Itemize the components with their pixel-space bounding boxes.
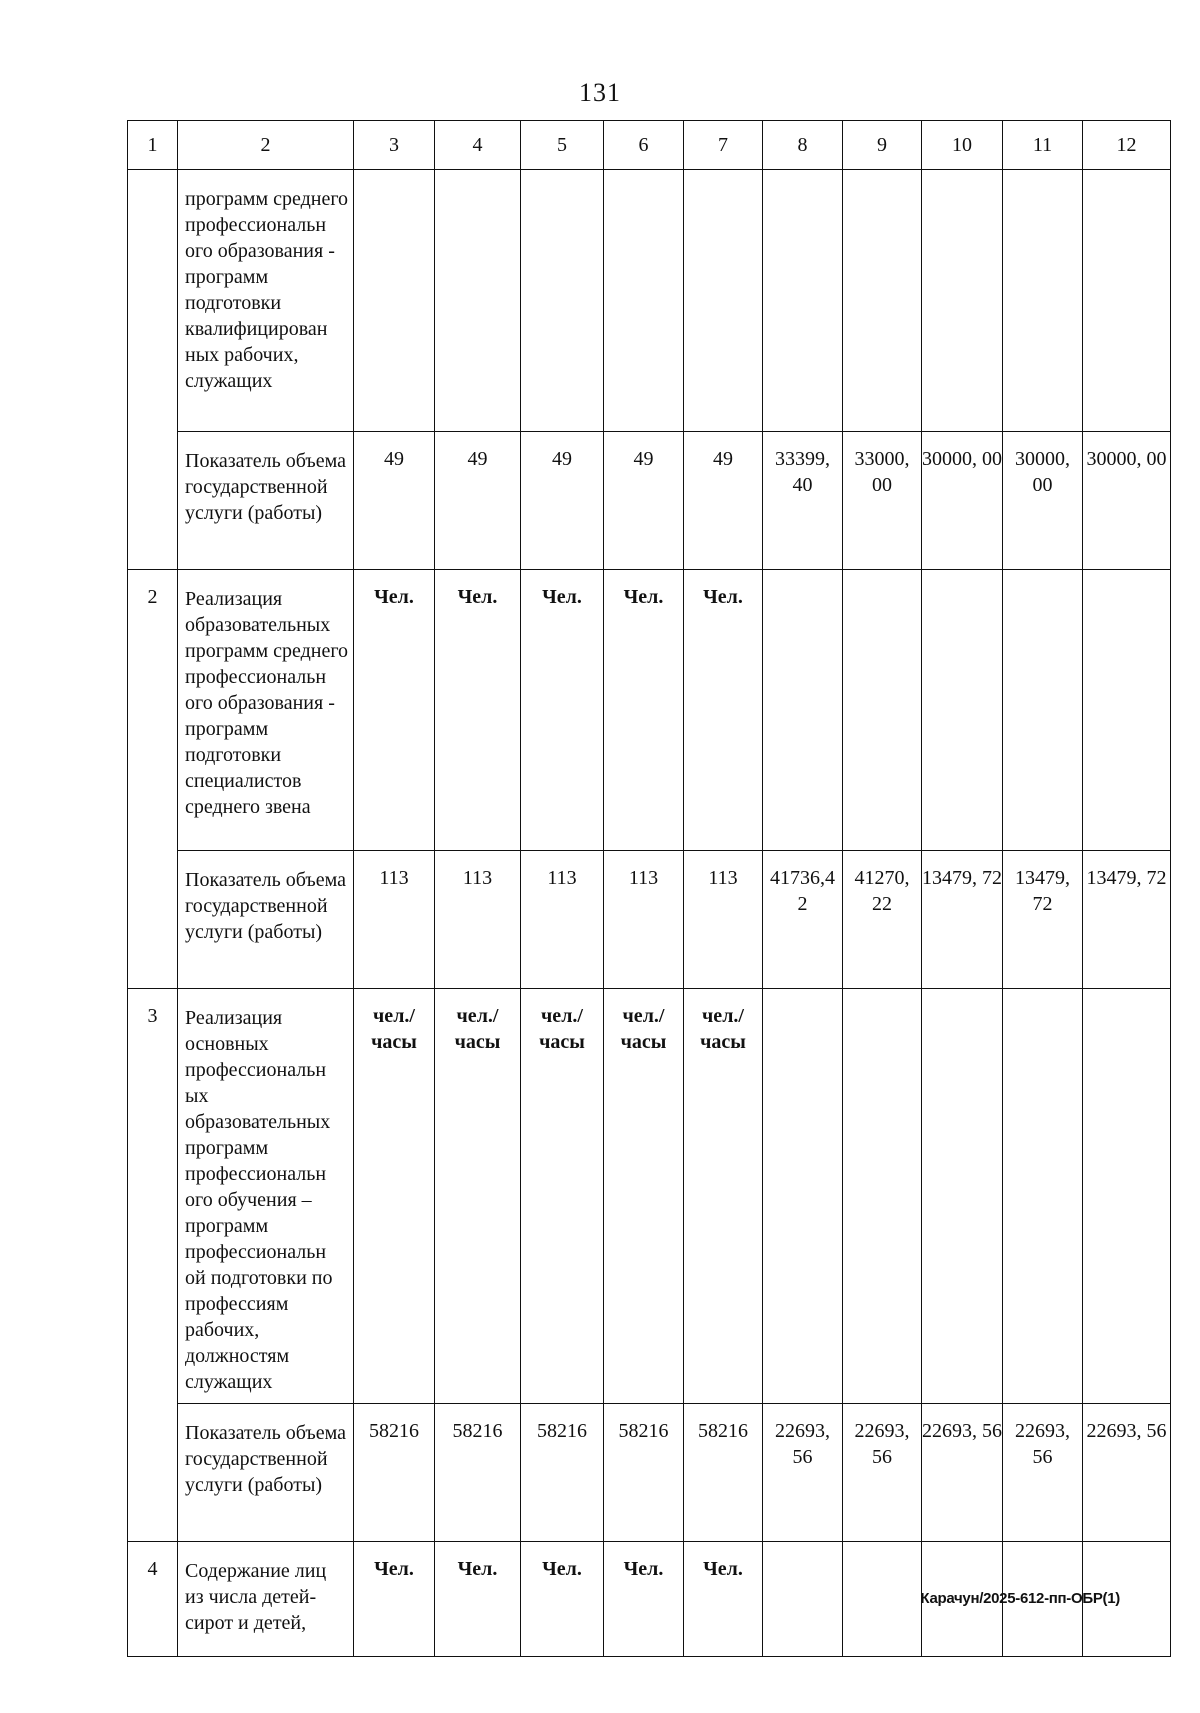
value-cell: 30000, 00 (922, 432, 1003, 570)
header-cell: 11 (1003, 121, 1083, 170)
indicator-table (127, 120, 1171, 1657)
value-cell (843, 989, 922, 1404)
value-cell: чел./ часы (354, 989, 435, 1404)
value-cell (1003, 170, 1083, 432)
value-cell: Чел. (604, 570, 684, 851)
value-cell (1083, 570, 1171, 851)
value-cell: 49 (684, 432, 763, 570)
value-cell: Чел. (354, 570, 435, 851)
document-footer-code: Карачун/2025-612-пп-ОБР(1) (920, 1590, 1120, 1607)
value-cell (763, 170, 843, 432)
value-cell: 22693, 56 (922, 1404, 1003, 1542)
value-cell: 49 (435, 432, 521, 570)
value-cell (684, 170, 763, 432)
value-cell: Чел. (521, 570, 604, 851)
value-cell (763, 989, 843, 1404)
value-cell (1003, 570, 1083, 851)
value-cell: Чел. (604, 1542, 684, 1657)
value-cell: чел./ часы (604, 989, 684, 1404)
header-cell: 3 (354, 121, 435, 170)
value-cell: 58216 (604, 1404, 684, 1542)
value-cell (922, 989, 1003, 1404)
value-cell: 13479, 72 (922, 851, 1003, 989)
value-cell: 49 (354, 432, 435, 570)
value-cell: 58216 (354, 1404, 435, 1542)
value-cell: 33000, 00 (843, 432, 922, 570)
header-cell: 8 (763, 121, 843, 170)
table-row (128, 570, 1171, 851)
header-cell: 12 (1083, 121, 1171, 170)
service-name-cell: Реализация основных профессиональн ых образовательных программ профессиональн ого обучения – программ профессиональн ой подготовки по профессиям рабочих, должностям служащих (178, 989, 354, 1404)
row-number-cell: 2 (128, 570, 178, 989)
value-cell: Чел. (435, 570, 521, 851)
header-cell: 7 (684, 121, 763, 170)
table-header-row (128, 121, 1171, 170)
value-cell (763, 1542, 843, 1657)
row-number-cell: 4 (128, 1542, 178, 1657)
value-cell (1083, 989, 1171, 1404)
header-cell: 5 (521, 121, 604, 170)
value-cell (1003, 989, 1083, 1404)
service-name-cell: Показатель объема государственной услуги (работы) (178, 432, 354, 570)
table-row (128, 989, 1171, 1404)
service-name-cell: Содержание лиц из числа детей-сирот и детей, (178, 1542, 354, 1657)
value-cell: 22693, 56 (763, 1404, 843, 1542)
service-name-cell: Реализация образовательных программ среднего профессиональн ого образования - программ подготовки специалистов среднего звена (178, 570, 354, 851)
service-name-cell: Показатель объема государственной услуги (работы) (178, 851, 354, 989)
header-cell: 9 (843, 121, 922, 170)
value-cell (435, 170, 521, 432)
value-cell (922, 570, 1003, 851)
value-cell: 113 (521, 851, 604, 989)
value-cell: 41270, 22 (843, 851, 922, 989)
table-row (128, 1404, 1171, 1542)
value-cell: Чел. (521, 1542, 604, 1657)
header-cell: 4 (435, 121, 521, 170)
value-cell: Чел. (435, 1542, 521, 1657)
value-cell: чел./ часы (521, 989, 604, 1404)
header-cell: 1 (128, 121, 178, 170)
value-cell: Чел. (684, 570, 763, 851)
value-cell: Чел. (354, 1542, 435, 1657)
value-cell (604, 170, 684, 432)
value-cell (843, 170, 922, 432)
value-cell (763, 570, 843, 851)
table-row (128, 432, 1171, 570)
value-cell: 58216 (684, 1404, 763, 1542)
value-cell (843, 1542, 922, 1657)
header-cell: 10 (922, 121, 1003, 170)
value-cell (1083, 170, 1171, 432)
value-cell: 22693, 56 (1003, 1404, 1083, 1542)
value-cell: 58216 (435, 1404, 521, 1542)
value-cell: 113 (435, 851, 521, 989)
value-cell: 41736,4 2 (763, 851, 843, 989)
value-cell: 49 (521, 432, 604, 570)
value-cell: 58216 (521, 1404, 604, 1542)
value-cell: 113 (684, 851, 763, 989)
value-cell: 30000, 00 (1083, 432, 1171, 570)
value-cell: чел./ часы (435, 989, 521, 1404)
value-cell: 113 (604, 851, 684, 989)
value-cell: 13479, 72 (1083, 851, 1171, 989)
table-row (128, 851, 1171, 989)
value-cell: чел./ часы (684, 989, 763, 1404)
service-name-cell: Показатель объема государственной услуги (работы) (178, 1404, 354, 1542)
value-cell: 13479, 72 (1003, 851, 1083, 989)
value-cell: Чел. (684, 1542, 763, 1657)
value-cell: 22693, 56 (1083, 1404, 1171, 1542)
value-cell (521, 170, 604, 432)
value-cell (922, 170, 1003, 432)
row-number-cell (128, 170, 178, 570)
value-cell: 22693, 56 (843, 1404, 922, 1542)
table-row (128, 170, 1171, 432)
page-number: 131 (579, 78, 621, 107)
value-cell: 113 (354, 851, 435, 989)
header-cell: 2 (178, 121, 354, 170)
value-cell: 33399, 40 (763, 432, 843, 570)
value-cell (843, 570, 922, 851)
service-name-cell: программ среднего профессиональн ого образования - программ подготовки квалифицирован ных рабочих, служащих (178, 170, 354, 432)
value-cell: 49 (604, 432, 684, 570)
value-cell (354, 170, 435, 432)
row-number-cell: 3 (128, 989, 178, 1542)
value-cell: 30000, 00 (1003, 432, 1083, 570)
header-cell: 6 (604, 121, 684, 170)
